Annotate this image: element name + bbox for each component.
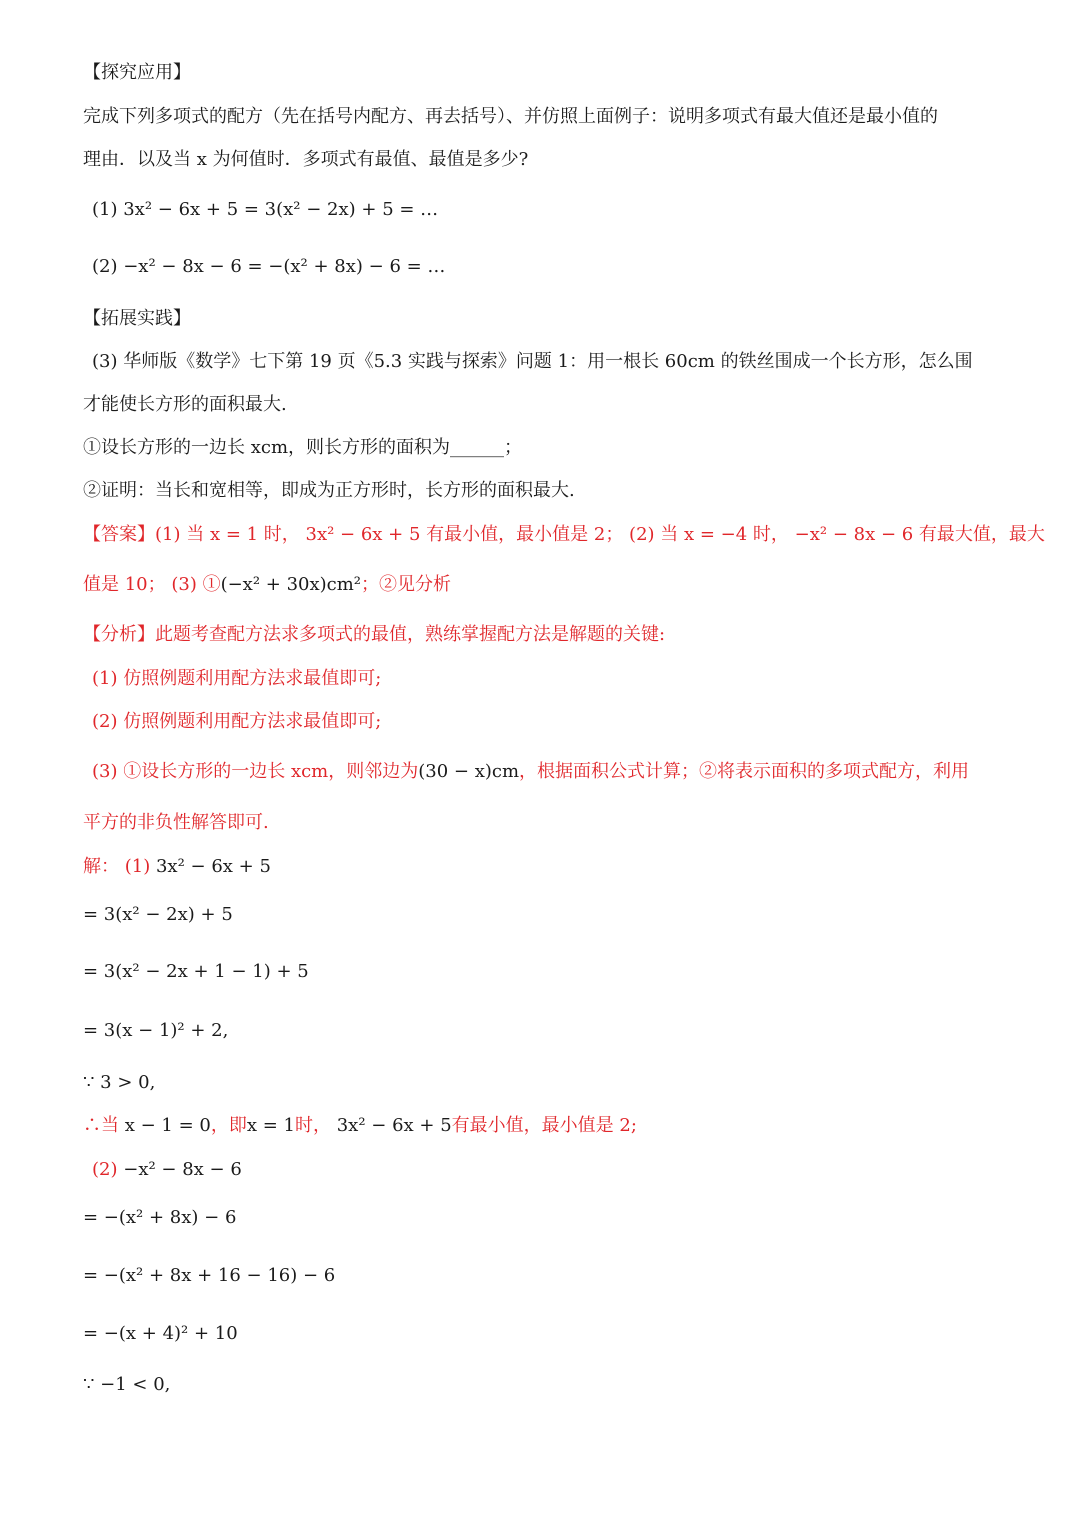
solution-step-2: = 3(x² − 2x + 1 − 1) + 5 [83, 961, 309, 982]
problem-3-line-1: (3) 华师版《数学》七下第 19 页《5.3 实践与探索》问题 1：用一根长 60cm 的铁丝围成一个长方形，怎么围 [92, 351, 973, 372]
problem-2: (2) −x² − 8x − 6 = −(x² + 8x) − 6 = … [92, 256, 446, 277]
conclusion-1-math-1: x − 1 = 0 [124, 1115, 211, 1136]
analysis-item-1: (1) 仿照例题利用配方法求最值即可; [92, 668, 382, 689]
solution-label: 解： [83, 856, 119, 877]
subquestion-2: ②证明：当长和宽相等，即成为正方形时，长方形的面积最大. [83, 480, 575, 501]
conclusion-1-mid: ，即 [210, 1115, 247, 1136]
conclusion-1-post: 有最小值，最小值是 2; [451, 1115, 637, 1136]
solution-step-3: = 3(x − 1)² + 2, [83, 1020, 229, 1041]
analysis-line [83, 623, 996, 647]
answer-text-2: 值是 10； (3) ① [83, 574, 221, 595]
problem-1: (1) 3x² − 6x + 5 = 3(x² − 2x) + 5 = … [92, 199, 439, 220]
answer-area-expression: (−x² + 30x)cm² [220, 574, 362, 595]
conclusion-1-math-3: 3x² − 6x + 5 [336, 1115, 452, 1136]
subquestion-1: ①设长方形的一边长 xcm，则长方形的面积为______； [83, 437, 523, 458]
solution-step-1: = 3(x² − 2x) + 5 [83, 904, 233, 925]
solution-conclusion-1 [83, 1114, 996, 1138]
problem-3-line-2: 才能使长方形的面积最大. [83, 394, 287, 415]
answer-text-3: ；②见分析 [361, 574, 452, 595]
solution-part-2-label: (2) [92, 1159, 118, 1180]
analysis-adjacent-side: (30 − x)cm [418, 761, 520, 782]
conclusion-1-math-2: x = 1 [246, 1115, 295, 1136]
answer-line-2 [83, 573, 996, 597]
intro-line-1: 完成下列多项式的配方（先在括号内配方、再去括号）、并仿照上面例子：说明多项式有最大值还是最小值的 [83, 106, 938, 127]
intro-line-2: 理由．以及当 x 为何值时．多项式有最值、最值是多少? [83, 149, 529, 170]
solution-header [83, 855, 996, 879]
analysis-item-3-continued: 平方的非负性解答即可. [83, 812, 269, 833]
solution-part-2-step-3: = −(x + 4)² + 10 [83, 1323, 238, 1344]
solution-part-2-expression: −x² − 8x − 6 [123, 1159, 242, 1180]
solution-part-2-step-4: ∵ −1 < 0, [83, 1374, 171, 1395]
analysis-label: 【分析】 [83, 624, 155, 645]
analysis-item-3-post: ，根据面积公式计算；②将表示面积的多项式配方，利用 [519, 761, 970, 782]
solution-part-2-step-2: = −(x² + 8x + 16 − 16) − 6 [83, 1265, 336, 1286]
solution-part-1-expression: 3x² − 6x + 5 [155, 856, 271, 877]
solution-part-2-step-1: = −(x² + 8x) − 6 [83, 1207, 237, 1228]
answer-text-1: (1) 当 x = 1 时， 3x² − 6x + 5 有最小值，最小值是 2； (2) 当 x = −4 时， −x² − 8x − 6 有最大值，最大 [155, 524, 1045, 545]
conclusion-1-mid-2: 时， [294, 1115, 331, 1136]
analysis-text: 此题考查配方法求多项式的最值，熟练掌握配方法是解题的关键: [155, 624, 666, 645]
analysis-item-2: (2) 仿照例题利用配方法求最值即可; [92, 711, 382, 732]
conclusion-1-pre: ∴当 [83, 1115, 119, 1136]
heading-extend: 【拓展实践】 [83, 308, 191, 329]
analysis-item-3-pre: (3) ①设长方形的一边长 xcm，则邻边为 [92, 761, 419, 782]
answer-label: 【答案】 [83, 524, 155, 545]
answer-line-1 [83, 523, 1045, 547]
analysis-item-3 [92, 760, 996, 784]
heading-explore: 【探究应用】 [83, 62, 191, 83]
solution-part-2-header [92, 1158, 996, 1182]
solution-part-1-label: (1) [124, 856, 151, 877]
solution-step-4: ∵ 3 > 0, [83, 1072, 156, 1093]
